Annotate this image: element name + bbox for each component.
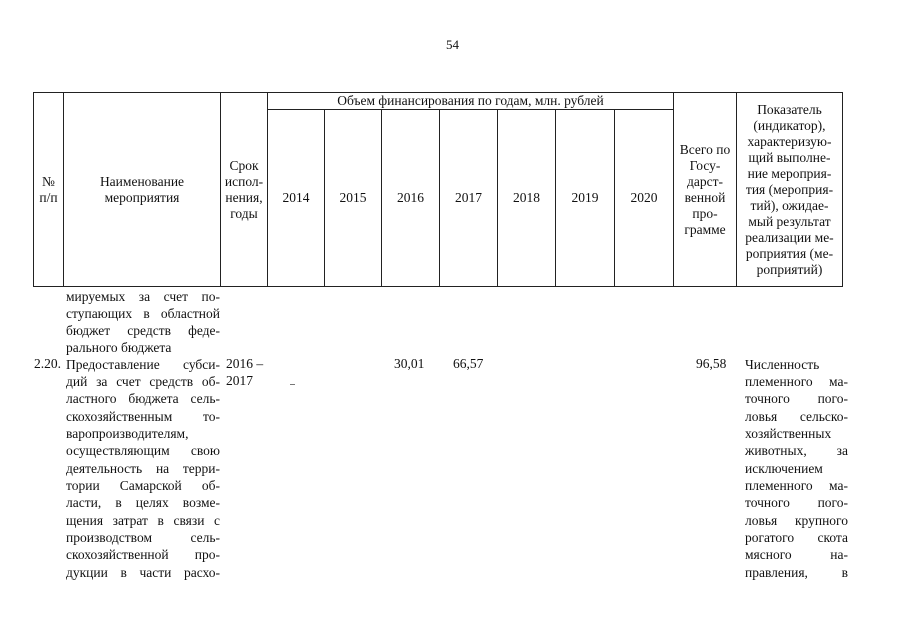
header-total: Всего по Госу- дарст- венной про- грамме — [674, 93, 737, 287]
text-line: деятельность на терри- — [66, 461, 220, 476]
value-2016: 30,01 — [394, 356, 425, 371]
scan-speck — [290, 384, 295, 385]
value-total: 96,58 — [696, 356, 727, 371]
text-line: Предоставление субси- — [66, 357, 220, 372]
text-line: Численность — [745, 357, 820, 372]
text-line: ступающих в областной — [66, 306, 220, 321]
text-line: мируемых за счет по- — [66, 289, 220, 304]
text-line: правления, в — [745, 565, 848, 580]
text-line: тории Самарской об- — [66, 478, 220, 493]
text-line: дукции в части расхо- — [66, 565, 220, 580]
text-line: животных, за — [745, 443, 848, 458]
table-header — [33, 92, 843, 287]
text-line: ловья крупного — [745, 513, 848, 528]
header-indicator: Показатель (индикатор), характеризую- щий выполне- ние мероприя- тия (мероприя- тий), ожидае- мый результат реализации ме- роприятия (ме- роприятий) — [737, 93, 843, 287]
text-line: точного пого- — [745, 495, 848, 510]
text-line: ласти, в целях возме- — [66, 495, 220, 510]
header-year: 2014 — [268, 110, 325, 287]
text-line: щения затрат в связи с — [66, 513, 220, 528]
text-line: скохозяйственной про- — [66, 547, 220, 562]
text-line: рального бюджета — [66, 340, 172, 355]
header-funding-group: Объем финансирования по годам, млн. рублей — [268, 93, 674, 110]
header-year: 2020 — [615, 110, 674, 287]
text-line: исключением — [745, 461, 823, 476]
header-term: Срок испол- нения, годы — [221, 93, 268, 287]
row-number: 2.20. — [34, 356, 61, 371]
text-line: племенного ма- — [745, 478, 848, 493]
text-line: мясного на- — [745, 547, 848, 562]
header-year: 2017 — [440, 110, 498, 287]
text-line: варопроизводителям, — [66, 426, 189, 441]
row-term: 2016 – — [226, 356, 264, 371]
text-line: ластного бюджета сель- — [66, 391, 220, 406]
row-term: 2017 — [226, 373, 253, 388]
text-line: производством сель- — [66, 530, 220, 545]
text-line: осуществляющим свою — [66, 443, 220, 458]
text-line: рогатого скота — [745, 530, 848, 545]
header-name: Наименование мероприятия — [64, 93, 221, 287]
header-year: 2016 — [382, 110, 440, 287]
text-line: племенного ма- — [745, 374, 848, 389]
header-year: 2019 — [556, 110, 615, 287]
header-year: 2015 — [325, 110, 382, 287]
text-line: скохозяйственным то- — [66, 409, 220, 424]
text-line: хозяйственных — [745, 426, 832, 441]
value-2017: 66,57 — [453, 356, 484, 371]
text-line: ловья сельско- — [745, 409, 848, 424]
text-line: точного пого- — [745, 391, 848, 406]
text-line: дий за счет средств об- — [66, 374, 220, 389]
header-num: № п/п — [34, 93, 64, 287]
text-line: бюджет средств феде- — [66, 323, 220, 338]
header-year: 2018 — [498, 110, 556, 287]
page-number: 54 — [446, 37, 459, 52]
